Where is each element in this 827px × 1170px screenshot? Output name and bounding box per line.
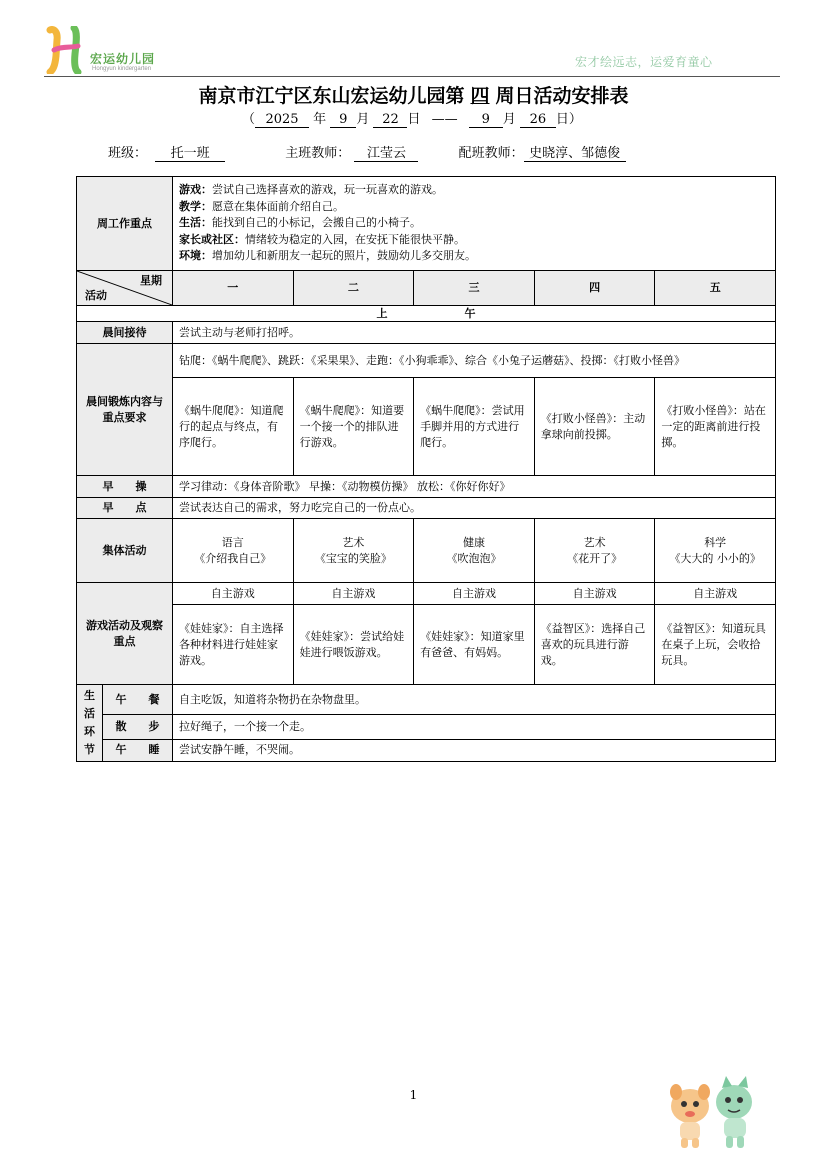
co-teacher-label: 配班教师： [458, 146, 524, 161]
morning-snack-label: 早 点 [77, 498, 173, 519]
game-type-wed: 自主游戏 [414, 583, 535, 605]
life-section-label: 生活环节 [77, 685, 103, 762]
school-slogan: 宏才绘远志，运爱育童心 [575, 55, 713, 69]
end-day: 26 [520, 113, 556, 128]
weekly-focus-content [173, 177, 776, 271]
class-info [108, 142, 626, 162]
main-teacher-label: 主班教师： [285, 146, 351, 161]
game-activity-thu: 《益智区》：选择自己喜欢的玩具进行游戏。 [534, 605, 655, 685]
morning-exercise-overview: 钻爬：《蜗牛爬爬》、跳跃：《采果果》、走跑：《小狗乖乖》、综合《小兔子运蘑菇》、投掷：《打败小怪兽》 [173, 344, 776, 378]
date-range [242, 108, 582, 128]
life-nap-text: 尝试安静午睡，不哭闹。 [173, 739, 776, 761]
weekday-tue: 二 [293, 271, 414, 306]
group-activity-label: 集体活动 [77, 519, 173, 583]
morning-exercise-thu: 《打败小怪兽》：主动拿球向前投掷。 [534, 378, 655, 476]
morning-snack-row [77, 498, 776, 519]
focus-item [179, 215, 769, 232]
activity-topic: 《介绍我自己》 [194, 551, 272, 565]
activity-subject: 语言 [221, 535, 244, 549]
school-logo [44, 26, 174, 76]
weekday-header-row [77, 271, 776, 306]
focus-item [179, 232, 769, 249]
mascot-illustration-icon [666, 1072, 762, 1152]
game-activity-fri: 《益智区》：知道玩具在桌子上玩，会收拾玩具。 [655, 605, 776, 685]
game-type-mon: 自主游戏 [173, 583, 294, 605]
focus-text: 增加幼儿和新朋友一起玩的照片，鼓励幼儿多交朋友。 [212, 249, 476, 263]
activity-subject: 艺术 [583, 535, 606, 549]
schedule-table [76, 176, 776, 762]
morning-reception-text: 尝试主动与老师打招呼。 [173, 322, 776, 344]
co-teacher-names: 史晓淳、邹德俊 [524, 146, 626, 162]
title-week-number: 四 [470, 85, 490, 107]
life-walk-text: 拉好绳子，一个接一个走。 [173, 715, 776, 739]
group-activity-mon [173, 519, 294, 583]
life-lunch-text: 自主吃饭，知道将杂物扔在杂物盘里。 [173, 685, 776, 715]
morning-exercise-fri: 《打败小怪兽》：站在一定的距离前进行投掷。 [655, 378, 776, 476]
game-activity-label: 游戏活动及观察重点 [77, 583, 173, 685]
focus-key: 家长或社区： [179, 232, 245, 246]
game-type-thu: 自主游戏 [534, 583, 655, 605]
title-prefix: 南京市江宁区东山宏运幼儿园第 [198, 85, 465, 107]
focus-key: 教学： [179, 199, 212, 213]
morning-drill-text: 学习律动：《身体音阶歌》 早操：《动物模仿操》 放松：《你好你好》 [173, 476, 776, 498]
life-nap-row [77, 739, 776, 761]
morning-header-row [77, 306, 776, 322]
class-label: 班级： [108, 146, 148, 161]
game-activity-wed: 《娃娃家》：知道家里有爸爸、有妈妈。 [414, 605, 535, 685]
game-type-row [77, 583, 776, 605]
logo-subtext: Hongyun kindergarten [92, 66, 152, 72]
game-type-tue: 自主游戏 [293, 583, 414, 605]
start-month: 9 [330, 113, 356, 128]
focus-text: 尝试自己选择喜欢的游戏，玩一玩喜欢的游戏。 [212, 183, 443, 197]
start-year: 2025 [255, 113, 309, 128]
life-lunch-label: 午 餐 [103, 685, 173, 715]
year-label: 年 [313, 112, 327, 127]
group-activity-row [77, 519, 776, 583]
activity-subject: 科学 [704, 535, 727, 549]
activity-subject: 健康 [462, 535, 485, 549]
group-activity-tue [293, 519, 414, 583]
game-activity-days-row [77, 605, 776, 685]
end-month-label: 月 [502, 112, 516, 127]
group-activity-wed [414, 519, 535, 583]
page-title [0, 81, 827, 108]
header-divider [44, 76, 780, 77]
date-open-paren: （ [242, 112, 256, 127]
morning-reception-row [77, 322, 776, 344]
game-activity-tue: 《娃娃家》：尝试给娃娃进行喂饭游戏。 [293, 605, 414, 685]
corner-top-label: 星期 [140, 274, 162, 287]
group-activity-fri [655, 519, 776, 583]
day-label: 日 [407, 112, 421, 127]
life-walk-row [77, 715, 776, 739]
weekday-wed: 三 [414, 271, 535, 306]
morning-exercise-wed: 《蜗牛爬爬》：尝试用手脚并用的方式进行爬行。 [414, 378, 535, 476]
activity-topic: 《宝宝的笑脸》 [314, 551, 392, 565]
corner-bottom-label: 活动 [85, 289, 107, 302]
morning-exercise-days-row [77, 378, 776, 476]
main-teacher-name: 江莹云 [354, 146, 418, 162]
life-nap-label: 午 睡 [103, 739, 173, 761]
weekday-fri: 五 [655, 271, 776, 306]
morning-section-label: 上 午 [77, 306, 776, 322]
end-month: 9 [469, 113, 503, 128]
weekday-mon: 一 [173, 271, 294, 306]
focus-item [179, 199, 769, 216]
game-activity-mon: 《娃娃家》：自主选择各种材料进行娃娃家游戏。 [173, 605, 294, 685]
weekday-corner-cell [77, 271, 173, 306]
start-day: 22 [373, 113, 407, 128]
date-separator: —— [431, 112, 458, 127]
end-day-label: 日） [555, 112, 582, 127]
focus-key: 生活： [179, 216, 212, 230]
game-type-fri: 自主游戏 [655, 583, 776, 605]
morning-snack-text: 尝试表达自己的需求，努力吃完自己的一份点心。 [173, 498, 776, 519]
logo-text: 宏运幼儿园 [90, 52, 156, 66]
life-walk-label: 散 步 [103, 715, 173, 739]
weekly-focus-row [77, 177, 776, 271]
activity-topic: 《花开了》 [567, 551, 623, 565]
month-label: 月 [356, 112, 370, 127]
focus-text: 愿意在集体面前介绍自己。 [212, 199, 344, 213]
weekday-thu: 四 [534, 271, 655, 306]
group-activity-thu [534, 519, 655, 583]
morning-reception-label: 晨间接待 [77, 322, 173, 344]
focus-item [179, 182, 769, 199]
morning-exercise-label: 晨间锻炼内容与重点要求 [77, 344, 173, 476]
life-lunch-row [77, 685, 776, 715]
focus-text: 能找到自己的小标记，会搬自己的小椅子。 [212, 216, 421, 230]
focus-text: 情绪较为稳定的入园，在安抚下能很快平静。 [245, 232, 465, 246]
focus-key: 游戏： [179, 183, 212, 197]
focus-item [179, 248, 769, 265]
page-number: 1 [409, 1088, 418, 1102]
weekly-focus-label: 周工作重点 [77, 177, 173, 271]
activity-topic: 《大大的 小小的》 [669, 551, 761, 565]
focus-key: 环境： [179, 249, 212, 263]
activity-subject: 艺术 [342, 535, 365, 549]
logo-h-icon [44, 26, 88, 74]
morning-drill-row [77, 476, 776, 498]
activity-topic: 《吹泡泡》 [446, 551, 502, 565]
morning-exercise-tue: 《蜗牛爬爬》：知道要一个接一个的排队进行游戏。 [293, 378, 414, 476]
morning-exercise-overview-row [77, 344, 776, 378]
morning-exercise-mon: 《蜗牛爬爬》：知道爬行的起点与终点，有序爬行。 [173, 378, 294, 476]
class-name: 托一班 [155, 146, 225, 162]
title-suffix: 周日活动安排表 [495, 85, 629, 107]
morning-drill-label: 早 操 [77, 476, 173, 498]
